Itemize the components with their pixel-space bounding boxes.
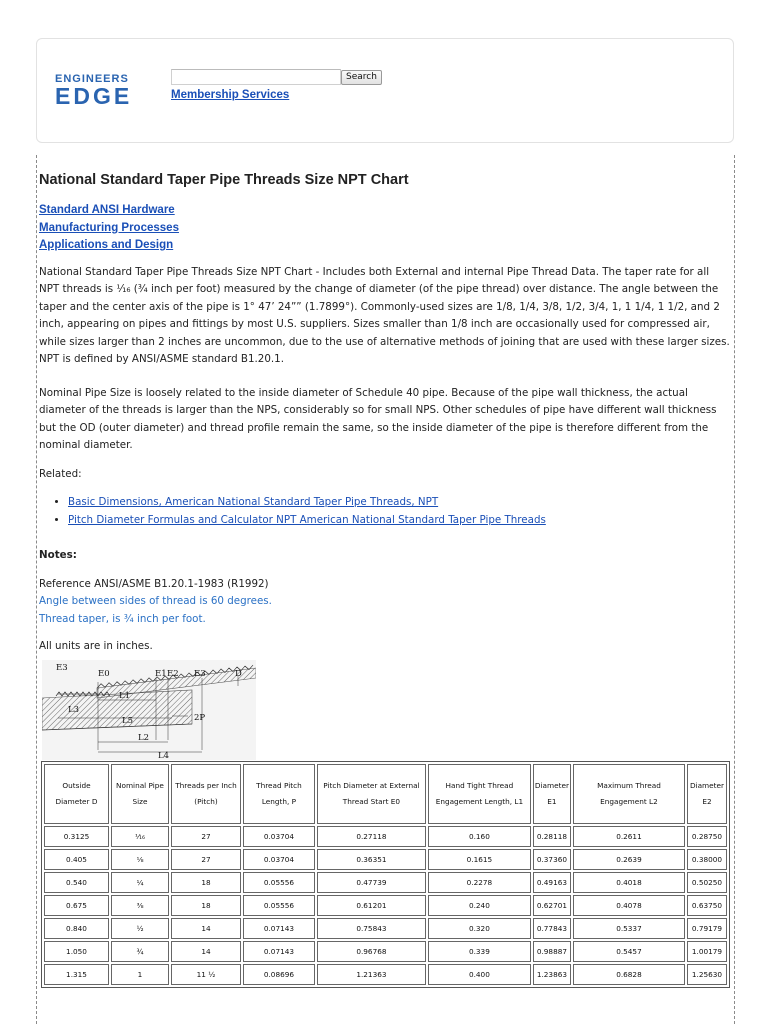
table-cell: 1.00179 [687, 941, 727, 962]
table-cell: 0.28750 [687, 826, 727, 847]
label-l2: L2 [138, 733, 150, 743]
logo-top-text: ENGINEERS [55, 73, 129, 85]
manufacturing-processes-link[interactable]: Manufacturing Processes [39, 221, 179, 234]
units-note: All units are in inches. [39, 640, 153, 652]
table-cell: 1.315 [44, 964, 109, 985]
label-l4: L4 [158, 751, 170, 760]
taper-note: Thread taper, is ¾ inch per foot. [39, 612, 206, 625]
engineers-edge-logo[interactable] [55, 73, 153, 107]
table-cell: 0.840 [44, 918, 109, 939]
table-cell: 0.62701 [533, 895, 571, 916]
standard-ansi-hardware-link[interactable]: Standard ANSI Hardware [39, 204, 175, 216]
table-cell: 0.28118 [533, 826, 571, 847]
table-cell: 0.63750 [687, 895, 727, 916]
table-cell: 0.36351 [317, 849, 426, 870]
table-cell: 14 [171, 941, 241, 962]
list-item [68, 493, 731, 511]
logo-main-text: EDGE [55, 83, 133, 109]
table-cell: 0.675 [44, 895, 109, 916]
npt-thread-diagram [42, 660, 256, 760]
table-cell: 1.23863 [533, 964, 571, 985]
table-cell: 0.5457 [573, 941, 685, 962]
table-cell: 18 [171, 895, 241, 916]
table-cell: 0.07143 [243, 941, 315, 962]
table-cell: 0.339 [428, 941, 531, 962]
intro-paragraph: National Standard Taper Pipe Threads Size NPT Chart - Includes both External and internal Pipe Thread Data. The taper rate for all NPT threads is ¹⁄₁₆ (¾ inch per foot) measured by the change of diameter (of the pipe thread) over distance. The angle between the taper and the center axis of the pipe is 1° 47’ 24”” (1.7899°). Commonly-used sizes are 1/8, 1/4, 3/8, 1/2, 3/4, 1, 1 1/4, 1 1/2, and 2 inch, appearing on pipes and fittings by most U.S. suppliers. Sizes smaller than 1/8 inch are occasionally used for compressed air, while sizes larger than 2 inches are uncommon, due to the use of alternative methods of joining that are used with these larger sizes. NPT is defined by ANSI/ASME standard B1.20.1. [39, 265, 730, 365]
table-cell: 0.05556 [243, 872, 315, 893]
label-l3: L3 [68, 705, 80, 715]
angle-note: Angle between sides of thread is 60 degrees. [39, 595, 272, 607]
npt-size-table [41, 761, 730, 988]
basic-dimensions-link[interactable]: Basic Dimensions, American National Standard Taper Pipe Threads, NPT [68, 496, 439, 508]
table-cell: 0.61201 [317, 895, 426, 916]
column-header: Diameter E2 [687, 764, 727, 824]
table-cell: 14 [171, 918, 241, 939]
table-cell: 11 ½ [171, 964, 241, 985]
label-2p: 2P [194, 713, 206, 723]
table-cell: 0.05556 [243, 895, 315, 916]
list-item [68, 511, 731, 529]
table-cell: ⅛ [111, 849, 169, 870]
label-e2: E2 [167, 669, 179, 679]
table-cell: 0.96768 [317, 941, 426, 962]
table-cell: 27 [171, 826, 241, 847]
table-cell: 0.400 [428, 964, 531, 985]
table-cell: 1.050 [44, 941, 109, 962]
table-row [44, 918, 727, 939]
column-header: Nominal Pipe Size [111, 764, 169, 824]
table-row [44, 895, 727, 916]
reference-text: Reference ANSI/ASME B1.20.1-1983 (R1992) [39, 577, 269, 590]
table-cell: 0.79179 [687, 918, 727, 939]
label-d: D [235, 669, 242, 679]
table-cell: 0.2611 [573, 826, 685, 847]
site-header [36, 38, 734, 143]
table-cell: 1.25630 [687, 964, 727, 985]
table-cell: 0.07143 [243, 918, 315, 939]
table-cell: 0.49163 [533, 872, 571, 893]
label-e3-left: E3 [56, 663, 68, 673]
table-cell: 0.540 [44, 872, 109, 893]
content-border-left [36, 155, 37, 1024]
pitch-diameter-calculator-link[interactable]: Pitch Diameter Formulas and Calculator NPT American National Standard Taper Pipe Threads [68, 514, 546, 526]
applications-and-design-link[interactable]: Applications and Design [39, 239, 174, 251]
table-cell: 0.47739 [317, 872, 426, 893]
table-cell: ⅜ [111, 895, 169, 916]
table-cell: 27 [171, 849, 241, 870]
table-cell: 0.320 [428, 918, 531, 939]
table-cell: 18 [171, 872, 241, 893]
column-header: Thread Pitch Length, P [243, 764, 315, 824]
table-cell: 0.240 [428, 895, 531, 916]
table-cell: ¹⁄₁₆ [111, 826, 169, 847]
table-cell: 0.5337 [573, 918, 685, 939]
search-button[interactable]: Search [341, 70, 382, 85]
table-cell: 0.03704 [243, 849, 315, 870]
column-header: Outside Diameter D [44, 764, 109, 824]
label-e0: E0 [98, 669, 110, 679]
table-row [44, 826, 727, 847]
table-row [44, 872, 727, 893]
table-row [44, 964, 727, 985]
table-cell: 1.21363 [317, 964, 426, 985]
table-cell: ¾ [111, 941, 169, 962]
table-cell: 0.38000 [687, 849, 727, 870]
table-row [44, 941, 727, 962]
label-l1: L1 [119, 691, 131, 701]
table-cell: 0.4078 [573, 895, 685, 916]
table-cell: 0.4018 [573, 872, 685, 893]
table-row [44, 849, 727, 870]
table-cell: 0.6828 [573, 964, 685, 985]
label-e3-right: E3 [194, 669, 206, 679]
table-cell: 0.3125 [44, 826, 109, 847]
membership-services-link[interactable]: Membership Services [171, 89, 290, 101]
table-cell: 0.37360 [533, 849, 571, 870]
table-cell: 0.2639 [573, 849, 685, 870]
column-header: Maximum Thread Engagement L2 [573, 764, 685, 824]
column-header: Threads per Inch (Pitch) [171, 764, 241, 824]
notes-heading: Notes: [39, 549, 77, 561]
table-cell: ¼ [111, 872, 169, 893]
column-header: Hand Tight Thread Engagement Length, L1 [428, 764, 531, 824]
nominal-size-paragraph: Nominal Pipe Size is loosely related to the inside diameter of Schedule 40 pipe. Because of the pipe wall thickness, the actual diameter of the threads is larger than the NPS, considerably so for small NPS. Other schedules of pipe have different wall thickness but the OD (outer diameter) and thread profile remain the same, so the inside diameter of the pipe is therefore different from the nominal diameter. [39, 386, 717, 451]
related-label: Related: [39, 467, 82, 480]
main-content [39, 170, 731, 656]
table-cell: 0.75843 [317, 918, 426, 939]
table-cell: 0.03704 [243, 826, 315, 847]
table-cell: 0.27118 [317, 826, 426, 847]
table-cell: ½ [111, 918, 169, 939]
label-e1: E1 [155, 669, 167, 679]
category-links [39, 202, 731, 255]
column-header: Diameter E1 [533, 764, 571, 824]
table-cell: 1 [111, 964, 169, 985]
table-cell: 0.98887 [533, 941, 571, 962]
table-cell: 0.1615 [428, 849, 531, 870]
page-title: National Standard Taper Pipe Threads Size NPT Chart [39, 172, 409, 188]
table-cell: 0.2278 [428, 872, 531, 893]
content-border-right [734, 155, 735, 1024]
table-cell: 0.405 [44, 849, 109, 870]
table-cell: 0.08696 [243, 964, 315, 985]
table-cell: 0.50250 [687, 872, 727, 893]
table-cell: 0.77843 [533, 918, 571, 939]
column-header: Pitch Diameter at External Thread Start E0 [317, 764, 426, 824]
table-cell: 0.160 [428, 826, 531, 847]
table-header-row [44, 764, 727, 824]
search-input[interactable] [171, 69, 341, 85]
label-l5: L5 [122, 716, 134, 726]
related-list [39, 493, 731, 529]
